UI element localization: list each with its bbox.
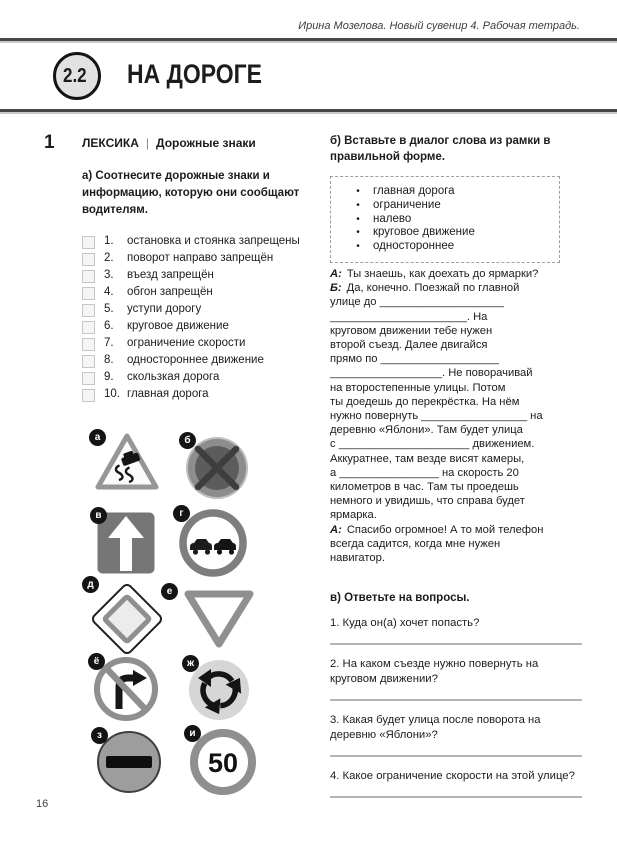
task-a-instruction: а) Соотнесите дорожные знаки и информацию, которую они сообщают водителям. <box>82 170 300 216</box>
sign-letter-badge: г <box>173 505 190 522</box>
match-list-item <box>82 267 324 284</box>
sign-d <box>88 580 166 658</box>
sign-letter-badge: ж <box>182 655 199 672</box>
dialogue-text: второй съезд. Далее двигайся <box>330 339 488 352</box>
header-rule <box>0 38 617 43</box>
dialogue-line <box>330 324 586 338</box>
dialogue-text: улице до ____________________ <box>330 296 505 309</box>
question-block <box>330 657 582 701</box>
dialogue-text: километров в час. Там ты проедешь <box>330 481 519 494</box>
item-number: 10. <box>104 388 120 400</box>
sign-yo <box>94 657 158 721</box>
dialogue-line <box>330 466 586 480</box>
dialogue-line <box>330 381 586 395</box>
dialogue-line <box>330 295 586 309</box>
sign-zh <box>188 659 250 721</box>
speaker-label: А: <box>330 268 342 280</box>
question-block <box>330 616 582 645</box>
speaker-label: Б: <box>330 282 342 295</box>
dialogue-line <box>330 409 586 423</box>
word-box-text: круговое движение <box>373 226 475 239</box>
item-text: остановка и стоянка запрещены <box>127 235 300 247</box>
match-list-item <box>82 369 324 386</box>
item-number: 2. <box>104 252 114 264</box>
no-right-turn-sign-icon <box>94 657 158 721</box>
dialogue-text: Ты знаешь, как доехать до ярмарки? <box>346 268 539 280</box>
sign-letter-badge: и <box>184 725 201 742</box>
dialogue-text: круговом движении тебе нужен <box>330 324 493 337</box>
dialogue-text: с _____________________ движением. <box>330 438 535 451</box>
word-box-item <box>343 213 549 227</box>
word-box-item <box>343 199 549 213</box>
dialogue-line <box>330 494 586 508</box>
match-list-item <box>82 233 324 250</box>
item-number: 5. <box>104 303 114 315</box>
dialogue-text: на второстепенные улицы. Потом <box>330 381 506 394</box>
item-text: въезд запрещён <box>127 269 214 281</box>
question-text: 1. Куда он(а) хочет попасть? <box>330 617 480 629</box>
match-list-item <box>82 250 324 267</box>
dialogue-line <box>330 395 586 409</box>
answer-line[interactable] <box>330 699 582 701</box>
dialogue-text: __________________. Не поворачивай <box>330 367 533 380</box>
match-list-item <box>82 301 324 318</box>
speaker-label: А: <box>330 523 342 536</box>
dialogue-text: Аккуратнее, там везде висят камеры, <box>330 452 525 465</box>
word-box-item <box>343 185 549 199</box>
dialogue-text: Спасибо огромное! А то мой телефон <box>346 523 544 536</box>
answer-checkbox[interactable] <box>82 253 95 266</box>
dialogue-line <box>330 508 586 522</box>
page-title: НА ДОРОГЕ <box>127 59 262 89</box>
dialogue-line <box>330 352 586 366</box>
item-text: уступи дорогу <box>127 303 202 315</box>
dialogue-text: Да, конечно. Поезжай по главной <box>346 282 520 295</box>
answer-checkbox[interactable] <box>82 321 95 334</box>
dialogue-text: прямо по ___________________ <box>330 353 499 366</box>
answer-checkbox[interactable] <box>82 304 95 317</box>
match-list <box>82 233 324 403</box>
sign-letter-badge: е <box>161 583 178 600</box>
dialogue-line <box>330 338 586 352</box>
title-rule <box>0 109 617 114</box>
word-box-text: одностороннее <box>373 240 455 253</box>
dialogue-text: ______________________. На <box>330 310 488 323</box>
dialogue-line <box>330 267 586 281</box>
word-box-text: главная дорога <box>373 185 455 197</box>
dialogue-text: нужно повернуть _________________ на <box>330 410 543 423</box>
exercise-heading-subtopic: Дорожные знаки <box>156 136 256 150</box>
lesson-number-badge <box>53 52 101 100</box>
exercise-heading-topic: ЛЕКСИКА <box>82 136 139 150</box>
sign-letter-badge: д <box>82 576 99 593</box>
exercise-number: 1 <box>44 132 55 153</box>
sign-i <box>190 729 256 795</box>
word-box <box>330 176 560 263</box>
dialogue-text: а ________________ на скорость 20 <box>330 466 519 479</box>
page-number: 16 <box>36 798 49 810</box>
item-number: 4. <box>104 286 114 298</box>
match-list-item <box>82 284 324 301</box>
word-box-text: ограничение <box>373 198 441 211</box>
task-c <box>330 592 582 798</box>
dialogue-text: навигатор. <box>330 552 385 565</box>
priority-road-sign-icon <box>88 580 166 658</box>
dialogue-line <box>330 366 586 380</box>
bullet-icon: • <box>356 227 360 239</box>
task-c-instruction: в) Ответьте на вопросы. <box>330 592 470 604</box>
sign-letter-badge: ё <box>88 653 105 670</box>
no-overtaking-sign-icon <box>179 509 247 577</box>
give-way-sign-icon <box>183 590 255 648</box>
dialogue-text: всегда садится, когда мне нужен <box>330 537 501 550</box>
question-block <box>330 713 582 757</box>
sign-a <box>95 433 159 491</box>
dialogue-text: немного и увидишь, что справа будет <box>330 495 525 508</box>
answer-checkbox[interactable] <box>82 355 95 368</box>
item-text: ограничение скорости <box>127 337 246 349</box>
heading-separator: | <box>145 136 149 150</box>
dialogue <box>330 267 586 565</box>
dialogue-line <box>330 523 586 537</box>
item-text: главная дорога <box>127 388 209 400</box>
sign-letter-badge: а <box>89 429 106 446</box>
task-b-instruction: б) Вставьте в диалог слова из рамки в правильной форме. <box>330 135 551 163</box>
dialogue-line <box>330 452 586 466</box>
answer-checkbox[interactable] <box>82 338 95 351</box>
question-block <box>330 769 582 798</box>
word-box-text: налево <box>373 212 412 225</box>
item-text: круговое движение <box>127 320 229 332</box>
sign-e <box>166 586 255 648</box>
match-list-item <box>82 386 324 403</box>
exercise-heading <box>82 136 256 150</box>
match-list-item <box>82 352 324 369</box>
item-text: обгон запрещён <box>127 286 213 298</box>
bullet-icon: • <box>356 213 360 225</box>
running-header: Ирина Мозелова. Новый сувенир 4. Рабочая тетрадь. <box>298 20 580 32</box>
answer-line[interactable] <box>330 643 582 645</box>
no-entry-sign-icon <box>97 731 161 793</box>
sign-letter-badge: б <box>179 432 196 449</box>
dialogue-line <box>330 480 586 494</box>
lesson-number: 2.2 <box>63 64 87 87</box>
item-number: 7. <box>104 337 114 349</box>
item-text: одностороннее движение <box>127 354 264 366</box>
sign-letter-badge: в <box>90 507 107 524</box>
dialogue-line <box>330 551 586 565</box>
bullet-icon: • <box>356 186 360 197</box>
sign-v <box>96 511 156 575</box>
dialogue-line <box>330 537 586 551</box>
dialogue-text: деревню «Яблони». Там будет улица <box>330 424 523 437</box>
speed-limit-sign-icon <box>190 729 256 795</box>
question-list <box>330 616 582 798</box>
question-text: 4. Какое ограничение скорости на этой улице? <box>330 770 575 782</box>
sign-letter-badge: з <box>91 727 108 744</box>
item-text: поворот направо запрещён <box>127 252 274 264</box>
answer-line[interactable] <box>330 796 582 798</box>
dialogue-line <box>330 310 586 324</box>
word-box-item <box>343 226 549 240</box>
dialogue-line <box>330 281 586 295</box>
dialogue-line <box>330 437 586 451</box>
sign-b <box>185 436 249 500</box>
answer-checkbox[interactable] <box>82 270 95 283</box>
item-text: скользкая дорога <box>127 371 220 383</box>
answer-checkbox[interactable] <box>82 372 95 385</box>
match-list-item <box>82 335 324 352</box>
speed-limit-value: 50 <box>207 748 239 778</box>
question-text: 3. Какая будет улица после поворота на деревню «Яблони»? <box>330 714 541 741</box>
answer-checkbox[interactable] <box>82 287 95 300</box>
sign-g <box>179 509 247 577</box>
match-list-item <box>82 318 324 335</box>
sign-z <box>97 731 161 793</box>
bullet-icon: • <box>356 241 360 253</box>
no-stopping-sign-icon <box>185 436 249 500</box>
item-number: 8. <box>104 354 114 366</box>
item-number: 3. <box>104 269 114 281</box>
dialogue-line <box>330 423 586 437</box>
word-box-item <box>343 240 549 254</box>
bullet-icon: • <box>356 199 360 211</box>
dialogue-text: ты доедешь до перекрёстка. На нём <box>330 395 520 408</box>
item-number: 9. <box>104 371 114 383</box>
item-number: 1. <box>104 235 114 247</box>
item-number: 6. <box>104 320 114 332</box>
question-text: 2. На каком съезде нужно повернуть на круговом движении? <box>330 658 539 685</box>
answer-checkbox[interactable] <box>82 236 95 249</box>
dialogue-text: ярмарка. <box>330 509 377 522</box>
answer-line[interactable] <box>330 755 582 757</box>
answer-checkbox[interactable] <box>82 389 95 402</box>
